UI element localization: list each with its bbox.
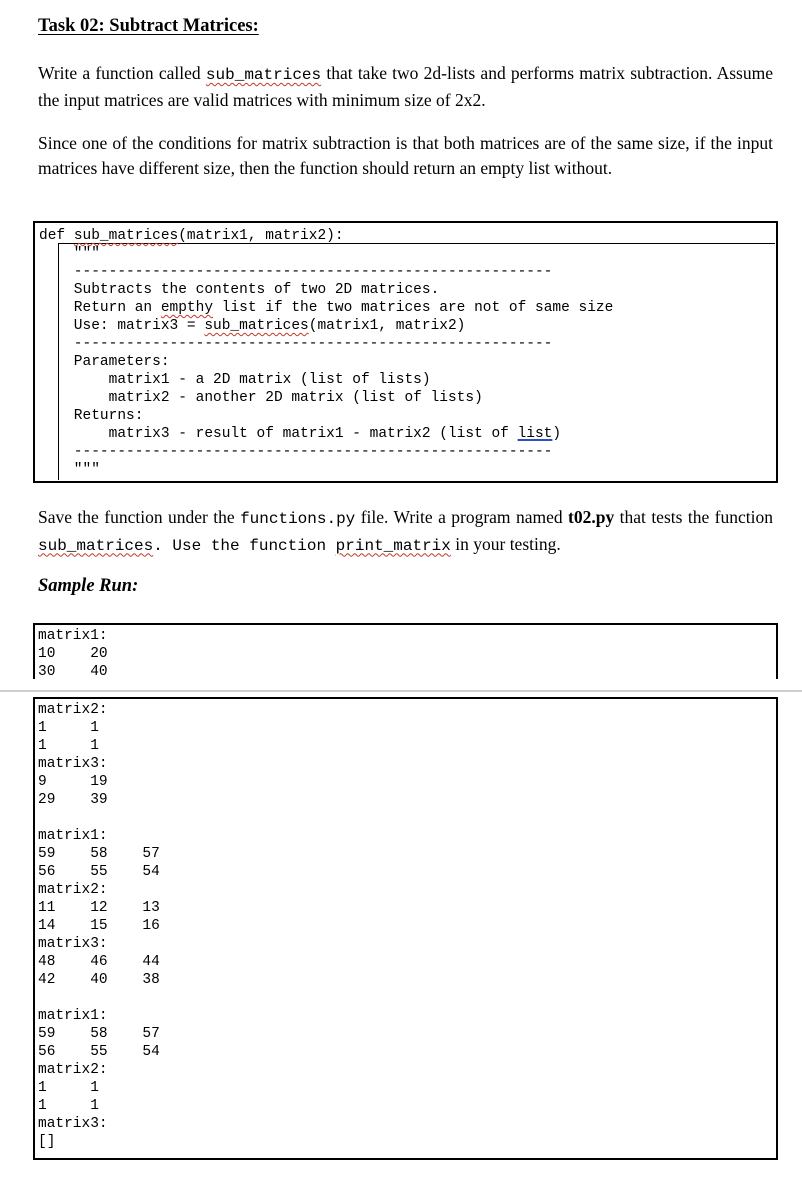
code-line: """ — [39, 462, 100, 478]
code-line: ------------------------------------------------------- — [39, 444, 553, 460]
output-line: 48 46 44 — [38, 954, 160, 970]
output-line: 1 1 — [38, 1098, 99, 1114]
output-line: 9 19 — [38, 774, 108, 790]
code-line: Parameters: — [39, 354, 170, 370]
code-line-def: def sub_matrices(matrix1, matrix2): — [39, 228, 344, 244]
sample-output-box-2 — [33, 697, 778, 1160]
function-name: sub_matrices — [205, 66, 322, 84]
sample-output-box-1 — [33, 623, 778, 679]
code-line: ------------------------------------------------------- — [39, 264, 553, 280]
output-line: 42 40 38 — [38, 972, 160, 988]
output-line: matrix1: — [38, 1008, 108, 1024]
output-line: 10 20 — [38, 646, 108, 662]
output-line — [38, 989, 160, 1007]
output-line: 1 1 — [38, 1080, 99, 1096]
output-line: 56 55 54 — [38, 1044, 160, 1060]
output-line: matrix2: — [38, 702, 108, 718]
output-line: 1 1 — [38, 738, 99, 754]
code-line: Return an empthy list if the two matrices are not of same size — [39, 300, 614, 316]
condition-paragraph: Since one of the conditions for matrix subtraction is that both matrices are of the same size, if the input matrices have different size, then the function should return an empty list without. — [38, 133, 773, 178]
intro-text-2: that take two 2d-lists and performs matrix subtraction. Assume the input matrices are valid matrices with minimum size of 2x2. — [38, 63, 773, 110]
output-line: matrix3: — [38, 1116, 108, 1132]
output-line: 11 12 13 — [38, 900, 160, 916]
output-line: matrix2: — [38, 882, 108, 898]
print-function-name: print_matrix — [335, 536, 451, 555]
page-title: Task 02: Subtract Matrices: — [38, 16, 259, 36]
code-line: matrix3 - result of matrix1 - matrix2 (list of list) — [39, 426, 562, 442]
sample-run-heading: Sample Run: — [38, 576, 139, 596]
output-line — [38, 809, 160, 827]
code-line: Use: matrix3 = sub_matrices(matrix1, matrix2) — [39, 318, 466, 334]
code-block — [33, 221, 778, 483]
instructions-paragraph: Save the function under the functions.py file. Write a program named t02.py that tests the function sub_matrices. Use the function print_matrix in your testing. — [38, 507, 773, 555]
output-line: 59 58 57 — [38, 846, 160, 862]
code-line: matrix1 - a 2D matrix (list of lists) — [39, 372, 431, 388]
page-break-divider — [0, 690, 802, 692]
output-line: matrix1: — [38, 628, 108, 644]
output-line: matrix2: — [38, 1062, 108, 1078]
sample-output-1 — [38, 627, 108, 681]
code-line: Subtracts the contents of two 2D matrices. — [39, 282, 440, 298]
code-listing — [39, 227, 613, 479]
output-line: 30 40 — [38, 664, 108, 680]
file-name: functions.py — [240, 510, 356, 528]
code-line: ------------------------------------------------------- — [39, 336, 553, 352]
output-line: 29 39 — [38, 792, 108, 808]
code-line: Returns: — [39, 408, 144, 424]
code-line: """ — [39, 246, 100, 262]
output-line: 1 1 — [38, 720, 99, 736]
code-fn-name: sub_matrices — [73, 228, 179, 244]
intro-text-1: Write a function called — [38, 63, 206, 83]
sample-output-2 — [38, 701, 160, 1151]
function-name: sub_matrices — [38, 536, 154, 555]
code-line: matrix2 - another 2D matrix (list of lists) — [39, 390, 483, 406]
misspelled-word: empthy — [160, 300, 214, 316]
output-line: [] — [38, 1134, 56, 1150]
output-line: 59 58 57 — [38, 1026, 160, 1042]
output-line: matrix3: — [38, 756, 108, 772]
output-line: 14 15 16 — [38, 918, 160, 934]
output-line: matrix1: — [38, 828, 108, 844]
intro-paragraph — [38, 61, 773, 112]
output-line: 56 55 54 — [38, 864, 160, 880]
output-line: matrix3: — [38, 936, 108, 952]
program-name: t02.py — [568, 507, 615, 527]
